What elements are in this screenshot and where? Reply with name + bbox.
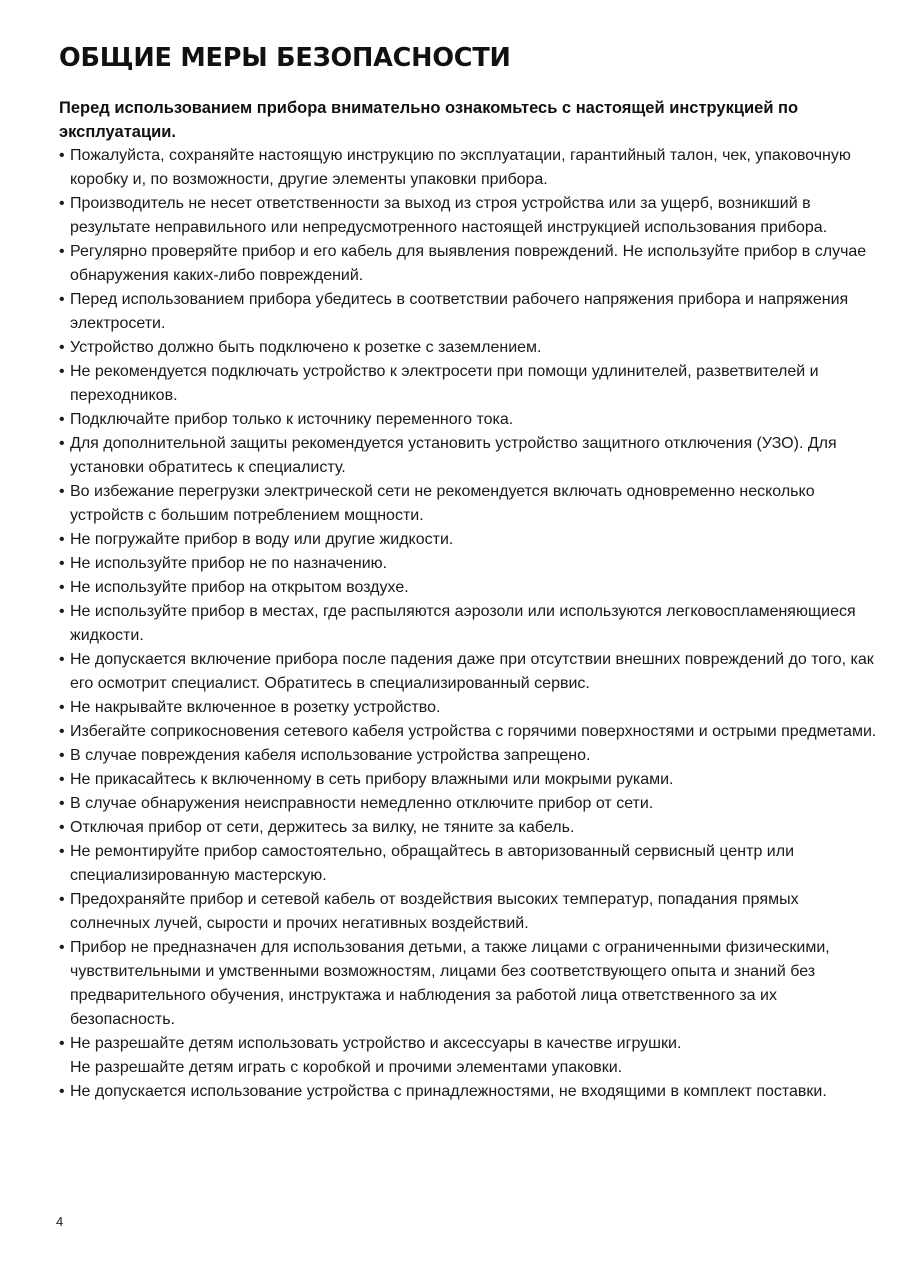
bullet-icon: • <box>59 723 65 740</box>
bullet-icon: • <box>59 483 65 500</box>
safety-rule-text: Не накрывайте включенное в розетку устройство. <box>70 699 441 716</box>
safety-rule-text: Не прикасайтесь к включенному в сеть прибору влажными или мокрыми руками. <box>70 771 674 788</box>
safety-rule <box>59 936 879 1032</box>
bullet-icon: • <box>59 747 65 764</box>
safety-rule-text: В случае обнаружения неисправности немедленно отключите прибор от сети. <box>70 795 654 812</box>
bullet-icon: • <box>59 795 65 812</box>
bullet-icon: • <box>59 651 65 668</box>
safety-rule <box>59 432 879 480</box>
safety-rule-text: Не разрешайте детям играть с коробкой и прочими элементами упаковки. <box>70 1059 623 1076</box>
safety-rules-list <box>59 144 879 1104</box>
safety-rule-text: Не допускается использование устройства с принадлежностями, не входящими в комплект поставки. <box>70 1083 827 1100</box>
safety-rule-text: Во избежание перегрузки электрической сети не рекомендуется включать одновременно несколько устройств с большим потреблением мощности. <box>70 483 815 524</box>
safety-rule <box>59 648 879 696</box>
safety-rule <box>59 1032 879 1080</box>
safety-page <box>59 40 879 1104</box>
safety-rule-text: Не рекомендуется подключать устройство к электросети при помощи удлинителей, разветвителей и переходников. <box>70 363 819 404</box>
bullet-icon: • <box>59 363 65 380</box>
bullet-icon: • <box>59 531 65 548</box>
safety-rule <box>59 336 879 360</box>
bullet-icon: • <box>59 699 65 716</box>
safety-rule-text: Не используйте прибор в местах, где распыляются аэрозоли или используются легковоспламеняющиеся жидкости. <box>70 603 856 644</box>
bullet-icon: • <box>59 411 65 428</box>
safety-rule-text: Не ремонтируйте прибор самостоятельно, обращайтесь в авторизованный сервисный центр или специализированную мастерскую. <box>70 843 795 884</box>
safety-rule-text: Регулярно проверяйте прибор и его кабель для выявления повреждений. Не используйте прибор в случае обнаружения каких-либо повреждений. <box>70 243 867 284</box>
safety-rule-text: Избегайте соприкосновения сетевого кабеля устройства с горячими поверхностями и острыми предметами. <box>70 723 877 740</box>
safety-rule <box>59 600 879 648</box>
page-number: 4 <box>56 1214 64 1229</box>
safety-rule <box>59 576 879 600</box>
bullet-icon: • <box>59 435 65 452</box>
bullet-icon: • <box>59 843 65 860</box>
bullet-icon: • <box>59 1035 65 1052</box>
safety-rule-text: Перед использованием прибора убедитесь в соответствии рабочего напряжения прибора и напряжения электросети. <box>70 291 849 332</box>
safety-rule-text: Не погружайте прибор в воду или другие жидкости. <box>70 531 454 548</box>
safety-rule <box>59 480 879 528</box>
safety-rule-text: Отключая прибор от сети, держитесь за вилку, не тяните за кабель. <box>70 819 575 836</box>
safety-rule-text: Не используйте прибор на открытом воздухе. <box>70 579 409 596</box>
safety-rule <box>59 408 879 432</box>
safety-rule-text: В случае повреждения кабеля использование устройства запрещено. <box>70 747 591 764</box>
bullet-icon: • <box>59 603 65 620</box>
page-title: ОБЩИЕ МЕРЫ БЕЗОПАСНОСТИ <box>59 43 511 73</box>
safety-rule <box>59 744 879 768</box>
safety-rule-text: Прибор не предназначен для использования детьми, а также лицами с ограниченными физическими, чувствительными и умственными возможностям, лицами без соответствующего опыта и знаний без предварительного обучения, инструктажа и наблюдения за работой лица ответственного за их безопасность. <box>70 939 830 1028</box>
safety-rule-text: Подключайте прибор только к источнику переменного тока. <box>70 411 514 428</box>
safety-rule <box>59 1080 879 1104</box>
safety-rule <box>59 840 879 888</box>
bullet-icon: • <box>59 771 65 788</box>
safety-rule <box>59 360 879 408</box>
bullet-icon: • <box>59 891 65 908</box>
bullet-icon: • <box>59 147 65 164</box>
safety-rule <box>59 552 879 576</box>
safety-rule <box>59 144 879 192</box>
bullet-icon: • <box>59 291 65 308</box>
bullet-icon: • <box>59 819 65 836</box>
safety-rule <box>59 792 879 816</box>
safety-rule-text: Не используйте прибор не по назначению. <box>70 555 388 572</box>
safety-rule <box>59 888 879 936</box>
bullet-icon: • <box>59 555 65 572</box>
safety-rule-text: Производитель не несет ответственности за выход из строя устройства или за ущерб, возникший в результате неправильного или непредусмотренного настоящей инструкцией использования прибора. <box>70 195 828 236</box>
safety-rule <box>59 192 879 240</box>
safety-rule <box>59 288 879 336</box>
safety-rule-text: Предохраняйте прибор и сетевой кабель от воздействия высоких температур, попадания прямых солнечных лучей, сырости и прочих негативных воздействий. <box>70 891 799 932</box>
bullet-icon: • <box>59 243 65 260</box>
bullet-icon: • <box>59 339 65 356</box>
safety-rule-text: Не допускается включение прибора после падения даже при отсутствии внешних повреждений до того, как его осмотрит специалист. Обратитесь в специализированный сервис. <box>70 651 874 692</box>
bullet-icon: • <box>59 579 65 596</box>
safety-rule <box>59 528 879 552</box>
safety-rule <box>59 696 879 720</box>
bullet-icon: • <box>59 1083 65 1100</box>
bullet-icon: • <box>59 195 65 212</box>
safety-rule-text: Устройство должно быть подключено к розетке с заземлением. <box>70 339 542 356</box>
safety-rule <box>59 768 879 792</box>
safety-rule-text: Пожалуйста, сохраняйте настоящую инструкцию по эксплуатации, гарантийный талон, чек, упаковочную коробку и, по возможности, другие элементы упаковки прибора. <box>70 147 851 188</box>
safety-rule <box>59 240 879 288</box>
safety-rule <box>59 720 879 744</box>
intro-warning: Перед использованием прибора внимательно ознакомьтесь с настоящей инструкцией по эксплуатации. <box>59 99 799 141</box>
safety-rule-text: Для дополнительной защиты рекомендуется установить устройство защитного отключения (УЗО). Для установки обратитесь к специалисту. <box>70 435 837 476</box>
bullet-icon: • <box>59 939 65 956</box>
safety-rule <box>59 816 879 840</box>
safety-rule-text: Не разрешайте детям использовать устройство и аксессуары в качестве игрушки. <box>70 1035 682 1052</box>
